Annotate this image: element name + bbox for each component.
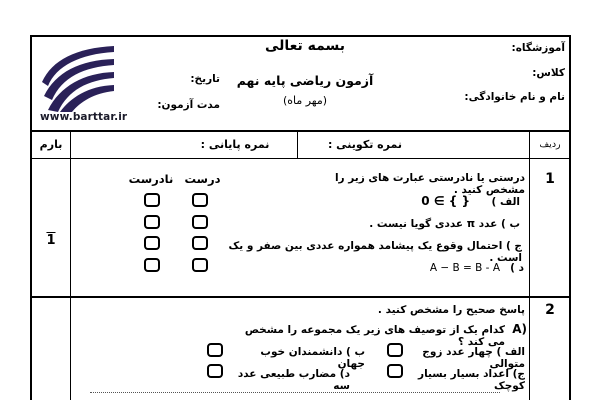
q1-b-false-checkbox[interactable] — [144, 215, 160, 229]
q2-option-c: ج) اعداد بسیار بسیار کوچک — [418, 368, 525, 392]
q1-col-true: درست — [184, 172, 221, 186]
q2-sub-label: A) — [512, 322, 527, 336]
class-label: کلاس: — [532, 67, 565, 79]
q1-a-label: الف ) — [491, 196, 520, 208]
q1-number: 1 — [545, 171, 555, 187]
q1-b-true-checkbox[interactable] — [192, 215, 208, 229]
name-label: نام و نام خانوادگی: — [464, 91, 565, 103]
q2-option-d-checkbox[interactable] — [207, 364, 223, 378]
col-sep-left — [70, 131, 71, 400]
frame-top — [30, 35, 571, 37]
q2-option-a-checkbox[interactable] — [387, 343, 403, 357]
frame-left — [30, 35, 32, 400]
table-header-bottom-line — [30, 158, 571, 159]
exam-title: آزمون ریاضی پایه نهم — [236, 73, 374, 88]
q1-b-text: ب ) عدد π عددی گویا نیست . — [369, 218, 520, 230]
q2-option-a: الف ) چهار عدد زوج متوالی — [422, 346, 525, 370]
website-text: www.barttar.ir — [40, 111, 128, 123]
q1-a-false-checkbox[interactable] — [144, 193, 160, 207]
q2-option-d: د) مضارب طبیعی عدد سه — [237, 368, 350, 392]
q1-c-true-checkbox[interactable] — [192, 236, 208, 250]
q1-d-math: A − B = B - A — [429, 262, 500, 274]
header-bottom-line — [30, 130, 571, 132]
frame-right — [569, 35, 571, 400]
q2-option-b-checkbox[interactable] — [207, 343, 223, 357]
q1-a-math: 0 ∈ { } — [421, 194, 470, 208]
q2-option-c-checkbox[interactable] — [387, 364, 403, 378]
dotted-line — [90, 392, 500, 393]
q2-sub-text: کدام یک از توصیف های زیر یک مجموعه را مشخص می کند ؟ — [244, 324, 505, 348]
bismillah: بسمه تعالی — [264, 38, 346, 54]
barttar-logo-icon — [40, 42, 118, 112]
q2-option-b: ب ) دانشمندان خوب جهان — [260, 346, 365, 370]
q1-score: 1 — [46, 233, 56, 248]
q1-instruction: درستی یا نادرستی عبارت های زیر را مشخص کنید . — [334, 172, 525, 196]
q2-instruction: پاسخ صحیح را مشخص کنید . — [377, 304, 525, 316]
exam-month: (مهر ماه) — [282, 94, 328, 107]
date-label: تاریخ: — [190, 73, 220, 85]
q1-col-false: نادرست — [128, 172, 174, 186]
score-column-header: بارم — [39, 138, 63, 151]
q2-number: 2 — [545, 302, 555, 318]
q1-d-label: د ) — [510, 262, 524, 274]
col-sep-middle — [297, 131, 298, 159]
school-label: آموزشگاه: — [511, 42, 565, 54]
q1-c-text: ج ) احتمال وقوع یک پیشامد همواره عددی بین صفر و یک است . — [228, 240, 522, 264]
formative-score-label: نمره تکوینی : — [327, 138, 403, 151]
duration-label: مدت آزمون: — [157, 99, 220, 111]
q1-d-true-checkbox[interactable] — [192, 258, 208, 272]
q1-c-false-checkbox[interactable] — [144, 236, 160, 250]
col-sep-right — [529, 131, 530, 400]
q1-bottom-line — [30, 296, 571, 298]
q1-d-false-checkbox[interactable] — [144, 258, 160, 272]
q1-a-true-checkbox[interactable] — [192, 193, 208, 207]
row-column-header: ردیف — [539, 139, 561, 150]
final-score-label: نمره پایانی : — [200, 138, 270, 151]
